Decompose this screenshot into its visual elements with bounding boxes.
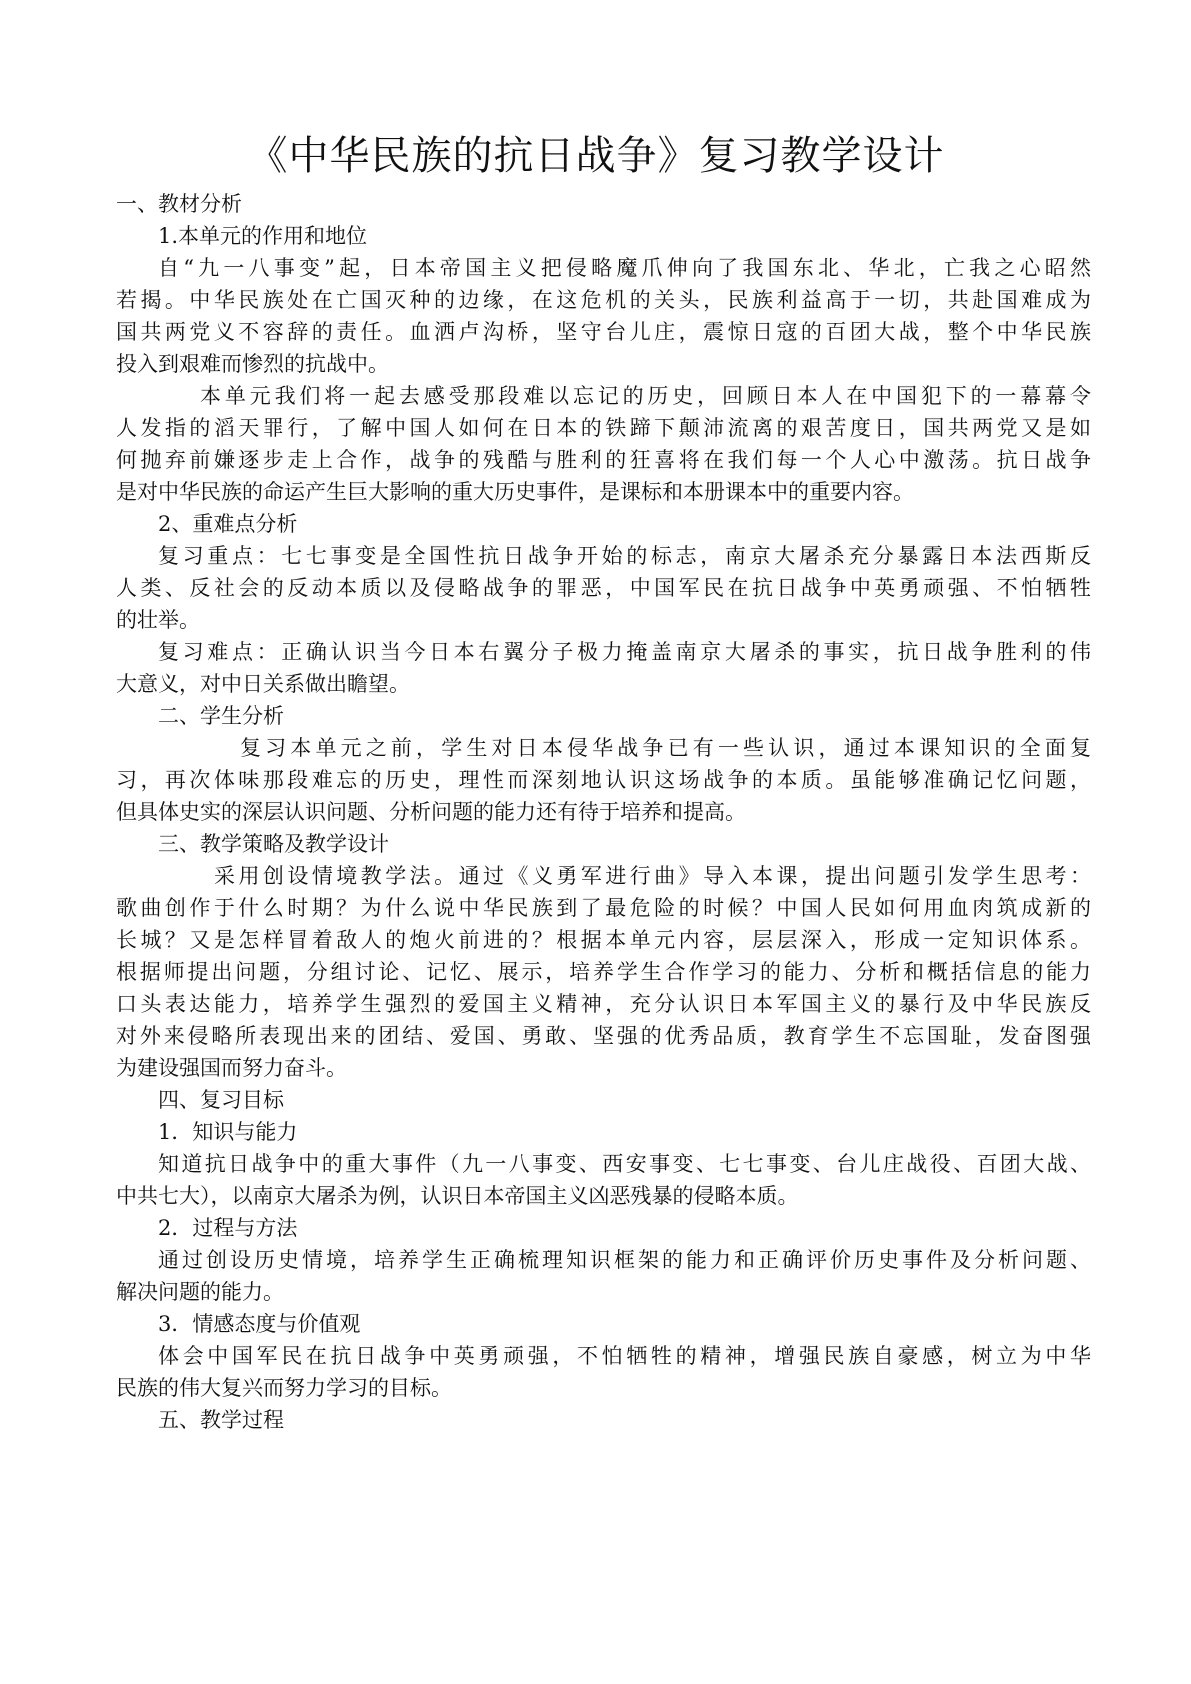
paragraph-line: 国共两党义不容辞的责任。血洒卢沟桥，坚守台儿庄，震惊日寇的百团大战，整个中华民族 <box>116 320 1091 344</box>
paragraph-line: 大意义，对中日关系做出瞻望。 <box>116 672 410 696</box>
paragraph-line: 自“九一八事变”起，日本帝国主义把侵略魔爪伸向了我国东北、华北，亡我之心昭然 <box>158 256 1091 280</box>
paragraph-line: 歌曲创作于什么时期？为什么说中华民族到了最危险的时候？中国人民如何用血肉筑成新的 <box>116 896 1091 920</box>
paragraph-line: 的壮举。 <box>116 608 200 632</box>
paragraph-line: 口头表达能力，培养学生强烈的爱国主义精神，充分认识日本军国主义的暴行及中华民族反 <box>116 992 1091 1016</box>
paragraph-line: 复习难点：正确认识当今日本右翼分子极力掩盖南京大屠杀的事实，抗日战争胜利的伟 <box>158 640 1091 664</box>
section-heading-student-analysis: 二、学生分析 <box>158 704 284 728</box>
subheading-key-difficult-points: 2、重难点分析 <box>158 512 298 536</box>
paragraph-line: 体会中国军民在抗日战争中英勇顽强，不怕牺牲的精神，增强民族自豪感，树立为中华 <box>158 1344 1091 1368</box>
subheading-role-and-status: 1.本单元的作用和地位 <box>158 224 368 248</box>
paragraph-line: 人类、反社会的反动本质以及侵略战争的罪恶，中国军民在抗日战争中英勇顽强、不怕牺牲 <box>116 576 1091 600</box>
paragraph-line: 投入到艰难而惨烈的抗战中。 <box>116 352 389 376</box>
section-heading-textbook-analysis: 一、教材分析 <box>116 192 242 216</box>
paragraph-line: 本单元我们将一起去感受那段难以忘记的历史，回顾日本人在中国犯下的一幕幕令 <box>200 384 1091 408</box>
paragraph-line: 为建设强国而努力奋斗。 <box>116 1056 347 1080</box>
paragraph-line: 是对中华民族的命运产生巨大影响的重大历史事件，是课标和本册课本中的重要内容。 <box>116 480 914 504</box>
paragraph-line: 根据师提出问题，分组讨论、记忆、展示，培养学生合作学习的能力、分析和概括信息的能力 <box>116 960 1091 984</box>
document-title: 《中华民族的抗日战争》复习教学设计 <box>247 133 945 179</box>
paragraph-line: 通过创设历史情境，培养学生正确梳理知识框架的能力和正确评价历史事件及分析问题、 <box>158 1248 1091 1272</box>
paragraph-line: 人发指的滔天罪行，了解中国人如何在日本的铁蹄下颠沛流离的艰苦度日，国共两党又是如 <box>116 416 1091 440</box>
paragraph-line: 对外来侵略所表现出来的团结、爱国、勇敢、坚强的优秀品质，教育学生不忘国耻，发奋图强 <box>116 1024 1091 1048</box>
paragraph-line: 复习重点：七七事变是全国性抗日战争开始的标志，南京大屠杀充分暴露日本法西斯反 <box>158 544 1091 568</box>
paragraph-line: 解决问题的能力。 <box>116 1280 284 1304</box>
paragraph-line: 知道抗日战争中的重大事件（九一八事变、西安事变、七七事变、台儿庄战役、百团大战、 <box>158 1152 1091 1176</box>
subheading-process-method: 2．过程与方法 <box>158 1216 298 1240</box>
paragraph-line: 复习本单元之前，学生对日本侵华战争已有一些认识，通过本课知识的全面复 <box>240 736 1091 760</box>
document-body <box>116 188 1091 1436</box>
section-heading-teaching-process: 五、教学过程 <box>158 1408 284 1432</box>
paragraph-line: 采用创设情境教学法。通过《义勇军进行曲》导入本课，提出问题引发学生思考： <box>214 864 1091 888</box>
paragraph-line: 何抛弃前嫌逐步走上合作，战争的残酷与胜利的狂喜将在我们每一个人心中激荡。抗日战争 <box>116 448 1091 472</box>
paragraph-line: 但具体史实的深层认识问题、分析问题的能力还有待于培养和提高。 <box>116 800 746 824</box>
paragraph-line: 习，再次体味那段难忘的历史，理性而深刻地认识这场战争的本质。虽能够准确记忆问题， <box>116 768 1091 792</box>
paragraph-line: 长城？又是怎样冒着敌人的炮火前进的？根据本单元内容，层层深入，形成一定知识体系。 <box>116 928 1091 952</box>
paragraph-line: 中共七大），以南京大屠杀为例，认识日本帝国主义凶恶残暴的侵略本质。 <box>116 1184 799 1208</box>
paragraph-line: 若揭。中华民族处在亡国灭种的边缘，在这危机的关头，民族利益高于一切，共赴国难成为 <box>116 288 1091 312</box>
paragraph-line: 民族的伟大复兴而努力学习的目标。 <box>116 1376 452 1400</box>
subheading-attitude-values: 3．情感态度与价值观 <box>158 1312 361 1336</box>
section-heading-teaching-strategy: 三、教学策略及教学设计 <box>158 832 389 856</box>
subheading-knowledge-ability: 1．知识与能力 <box>158 1120 298 1144</box>
section-heading-review-objectives: 四、复习目标 <box>158 1088 284 1112</box>
